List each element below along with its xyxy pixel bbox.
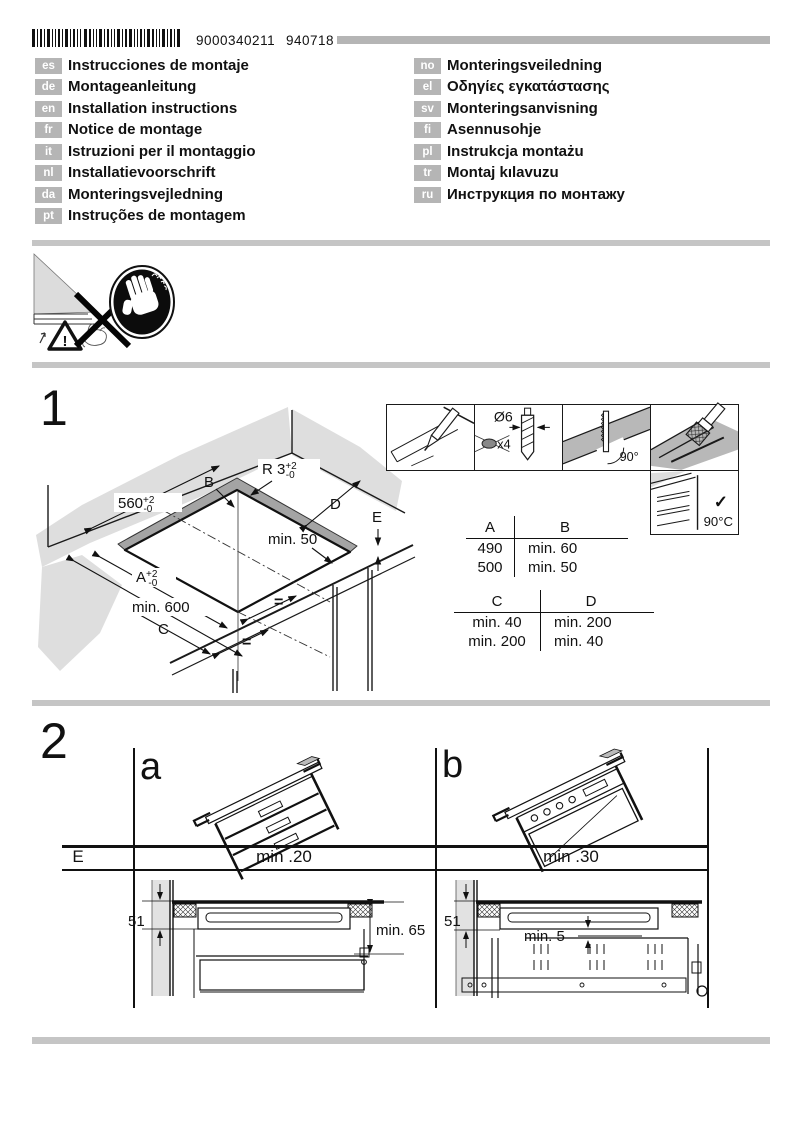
dim-b-label: B [204, 474, 215, 491]
lang-code-badge: pl [414, 144, 441, 160]
min-worktop-label: min. 600 [132, 599, 190, 616]
dim-c-label: C [158, 621, 169, 638]
hole-count-label: x4 [497, 437, 511, 452]
barcode-number: 9000340211 [196, 33, 276, 48]
check-icon: ✓ [713, 491, 729, 512]
dim-d-label: D [330, 496, 341, 513]
drawer-unit-drawing [200, 745, 345, 845]
lang-code-badge: pt [35, 208, 62, 224]
mounting-rail [462, 978, 686, 992]
panel-mark-cutout [386, 404, 475, 471]
equal-mark: = [274, 594, 284, 611]
lang-code-badge: ru [414, 187, 441, 203]
lang-title: Asennusohje [447, 121, 542, 138]
cutout-depth-label: $A^{+2}$ -0 [136, 569, 158, 589]
oven-vents [534, 944, 662, 970]
clearance-a-value: min .20 [256, 847, 312, 866]
lang-code-badge: sv [414, 101, 441, 117]
protective-gloves-icon [108, 264, 176, 340]
barcode [32, 29, 184, 47]
lang-title: Instruções de montagem [68, 207, 246, 224]
exclamation-glyph: ! [62, 333, 68, 350]
step2-number: 2 [40, 713, 68, 769]
lang-title: Notice de montage [68, 121, 203, 138]
lang-title: Monteringsanvisning [447, 100, 598, 117]
hob-height-b: 51 [444, 913, 461, 930]
lang-code-badge: es [35, 58, 62, 74]
lang-title: Monteringsveiledning [447, 57, 603, 74]
step1-number: 1 [40, 380, 68, 436]
corner-radius-label: R $3^{+2}$ -0 [262, 461, 297, 481]
table-row: min. 200 min. 40 [454, 632, 654, 651]
variant-b-label: b [442, 744, 464, 786]
dim-e-label: E [372, 509, 383, 526]
lang-title: Monteringsvejledning [68, 186, 224, 203]
section-divider [32, 240, 770, 246]
temp-rating-label: 90°C [703, 513, 733, 529]
min-rear-label: min. 50 [268, 531, 318, 548]
worktop-cutout-diagram [30, 380, 415, 695]
lang-code-badge: no [414, 58, 441, 74]
panel-saw-cutout [562, 404, 651, 471]
lang-code-badge: en [35, 101, 62, 117]
table-row: min. 40 min. 200 [454, 613, 654, 632]
drill-diameter-label: Ø6 [493, 409, 513, 426]
pencil-icon [421, 408, 459, 453]
lang-title: Istruzioni per il montaggio [68, 143, 256, 160]
lang-code-badge: tr [414, 165, 441, 181]
table-row: 490 min. 60 [466, 539, 628, 558]
hole-icon [482, 439, 496, 448]
lang-code-badge: el [414, 79, 441, 95]
e-row-bottom-rule [62, 869, 708, 871]
lang-code-badge: fi [414, 122, 441, 138]
min-clearance-a: min. 65 [376, 922, 426, 939]
lang-code-badge: nl [35, 165, 62, 181]
drawer-front [200, 960, 364, 990]
section-divider [32, 700, 770, 706]
oven-unit-drawing [500, 745, 650, 845]
header-rule [337, 36, 770, 44]
col-header: C [454, 590, 541, 612]
lang-code-badge: da [35, 187, 62, 203]
panel-drill-holes [474, 404, 563, 471]
lang-title: Instrukcja montażu [447, 143, 584, 160]
table-cutout-a-b [466, 516, 628, 577]
clearance-b-value: min .30 [543, 847, 599, 866]
e-row-label: E [72, 847, 84, 866]
drill-bit-icon [522, 408, 534, 460]
panel-seal-edge [650, 404, 739, 471]
lang-code-badge: it [35, 144, 62, 160]
print-code: 940718 [286, 33, 335, 48]
lang-title: Montaj kılavuzu [447, 164, 559, 181]
page-bottom-rule [32, 1037, 770, 1044]
panel-heat-resistance [650, 470, 739, 535]
equal-mark: = [242, 634, 252, 651]
col-header: A [466, 516, 515, 538]
lang-code-badge: de [35, 79, 62, 95]
cutout-width-label: $560^{+2}$ -0 [118, 495, 155, 515]
lang-code-badge: fr [35, 122, 62, 138]
lang-title: Οδηγίες εγκατάστασης [447, 78, 610, 95]
min-gap-b: min. 5 [524, 928, 565, 945]
hob-height-a: 51 [128, 913, 145, 930]
lang-title: Installatievoorschrift [68, 164, 216, 181]
table-clearance-c-d [454, 590, 654, 651]
lang-title: Montageanleitung [68, 78, 197, 95]
saw-angle-label: 90° [619, 449, 639, 464]
col-header: B [559, 518, 570, 536]
lang-title: Инструкция по монтажу [447, 186, 625, 203]
cross-section-drawer [118, 872, 426, 1008]
table-row: 500 min. 50 [466, 558, 628, 577]
lang-title: Installation instructions [68, 100, 238, 117]
col-header: D [585, 592, 597, 610]
section-divider [32, 362, 770, 368]
variant-a-label: a [140, 746, 162, 788]
cross-section-oven [432, 872, 767, 1008]
lang-title: Instrucciones de montaje [68, 57, 249, 74]
